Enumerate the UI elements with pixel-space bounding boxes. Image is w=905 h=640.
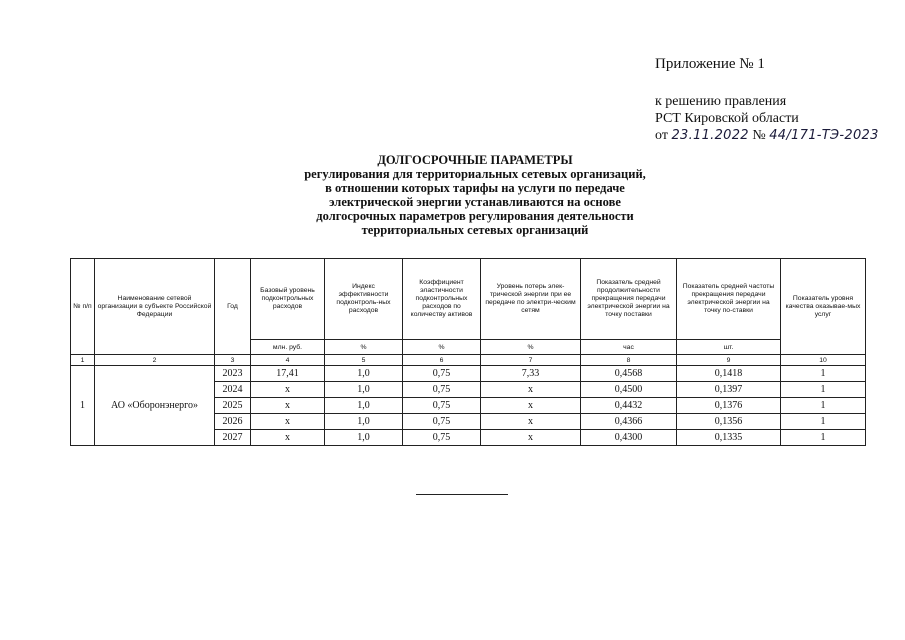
quality-cell: 1: [781, 382, 866, 398]
col-number-5: 5: [325, 355, 403, 366]
organization-name: АО «Оборонэнерго»: [95, 366, 215, 446]
header-col-10: Показатель уровня качества оказывае-мых услуг: [781, 259, 866, 355]
col-number-8: 8: [581, 355, 677, 366]
base-cell: x: [251, 414, 325, 430]
frequency-cell: 0,1356: [677, 414, 781, 430]
index-cell: 1,0: [325, 366, 403, 382]
quality-cell: 1: [781, 430, 866, 446]
base-cell: x: [251, 398, 325, 414]
header-col-1: № п/п: [71, 259, 95, 355]
elasticity-cell: 0,75: [403, 430, 481, 446]
unit-col-7: %: [481, 340, 581, 355]
appendix-label: Приложение № 1: [655, 56, 765, 72]
elasticity-cell: 0,75: [403, 366, 481, 382]
quality-cell: 1: [781, 398, 866, 414]
column-numbers-row: [71, 355, 866, 366]
duration-cell: 0,4568: [581, 366, 677, 382]
unit-col-9: шт.: [677, 340, 781, 355]
unit-col-6: %: [403, 340, 481, 355]
header-col-2: Наименование сетевой организации в субъекте Российской Федерации: [95, 259, 215, 355]
col-number-1: 1: [71, 355, 95, 366]
duration-cell: 0,4300: [581, 430, 677, 446]
losses-cell: x: [481, 414, 581, 430]
table-row: [71, 366, 866, 382]
frequency-cell: 0,1418: [677, 366, 781, 382]
duration-cell: 0,4366: [581, 414, 677, 430]
duration-cell: 0,4432: [581, 398, 677, 414]
elasticity-cell: 0,75: [403, 382, 481, 398]
elasticity-cell: 0,75: [403, 414, 481, 430]
duration-cell: 0,4500: [581, 382, 677, 398]
frequency-cell: 0,1397: [677, 382, 781, 398]
col-number-2: 2: [95, 355, 215, 366]
decision-prefix: от: [655, 128, 668, 143]
losses-cell: x: [481, 398, 581, 414]
col-number-9: 9: [677, 355, 781, 366]
unit-col-4: млн. руб.: [251, 340, 325, 355]
document-title: [260, 153, 690, 237]
decision-date: 23.11.2022: [671, 128, 749, 143]
decision-line-1: к решению правления: [655, 94, 787, 109]
header-col-9: Показатель средней частоты прекращения передачи электрической энергии на точку по-ставки: [677, 259, 781, 340]
frequency-cell: 0,1335: [677, 430, 781, 446]
title-line-4: электрической энергии устанавливаются на основе: [329, 195, 621, 209]
header-col-4: Базовый уровень подконтрольных расходов: [251, 259, 325, 340]
header-row: [71, 259, 866, 340]
col-number-10: 10: [781, 355, 866, 366]
base-cell: 17,41: [251, 366, 325, 382]
header-col-5: Индекс эффективности подконтроль-ных расходов: [325, 259, 403, 340]
year-cell: 2025: [215, 398, 251, 414]
header-col-3: Год: [215, 259, 251, 355]
title-line-6: территориальных сетевых организаций: [361, 223, 589, 237]
header-col-6: Коэффициент эластичности подконтрольных расходов по количеству активов: [403, 259, 481, 340]
title-line-3: в отношении которых тарифы на услуги по передаче: [325, 181, 625, 195]
index-cell: 1,0: [325, 382, 403, 398]
col-number-6: 6: [403, 355, 481, 366]
elasticity-cell: 0,75: [403, 398, 481, 414]
losses-cell: x: [481, 382, 581, 398]
index-cell: 1,0: [325, 398, 403, 414]
year-cell: 2027: [215, 430, 251, 446]
col-number-7: 7: [481, 355, 581, 366]
index-cell: 1,0: [325, 430, 403, 446]
losses-cell: x: [481, 430, 581, 446]
title-line-5: долгосрочных параметров регулирования деятельности: [316, 209, 634, 223]
year-cell: 2024: [215, 382, 251, 398]
quality-cell: 1: [781, 414, 866, 430]
decision-number: 44/171-ТЭ-2023: [769, 128, 879, 143]
base-cell: x: [251, 382, 325, 398]
col-number-3: 3: [215, 355, 251, 366]
year-cell: 2026: [215, 414, 251, 430]
col-number-4: 4: [251, 355, 325, 366]
unit-col-5: %: [325, 340, 403, 355]
frequency-cell: 0,1376: [677, 398, 781, 414]
decision-line-3: [655, 127, 879, 144]
decision-line-2: РСТ Кировской области: [655, 111, 799, 126]
closing-divider: [416, 494, 508, 495]
losses-cell: 7,33: [481, 366, 581, 382]
header-col-7: Уровень потерь элек-трической энергии при ее передаче по электри-ческим сетям: [481, 259, 581, 340]
header-col-8: Показатель средней продолжительности прекращения передачи электрической энергии на точку поставки: [581, 259, 677, 340]
quality-cell: 1: [781, 366, 866, 382]
title-line-2: регулирования для территориальных сетевых организаций,: [304, 167, 646, 181]
unit-col-8: час: [581, 340, 677, 355]
decision-number-sign: №: [752, 128, 766, 143]
base-cell: x: [251, 430, 325, 446]
row-number: 1: [71, 366, 95, 446]
parameters-table: [70, 258, 866, 446]
index-cell: 1,0: [325, 414, 403, 430]
title-line-1: ДОЛГОСРОЧНЫЕ ПАРАМЕТРЫ: [377, 153, 573, 167]
decision-reference: [655, 93, 879, 144]
year-cell: 2023: [215, 366, 251, 382]
